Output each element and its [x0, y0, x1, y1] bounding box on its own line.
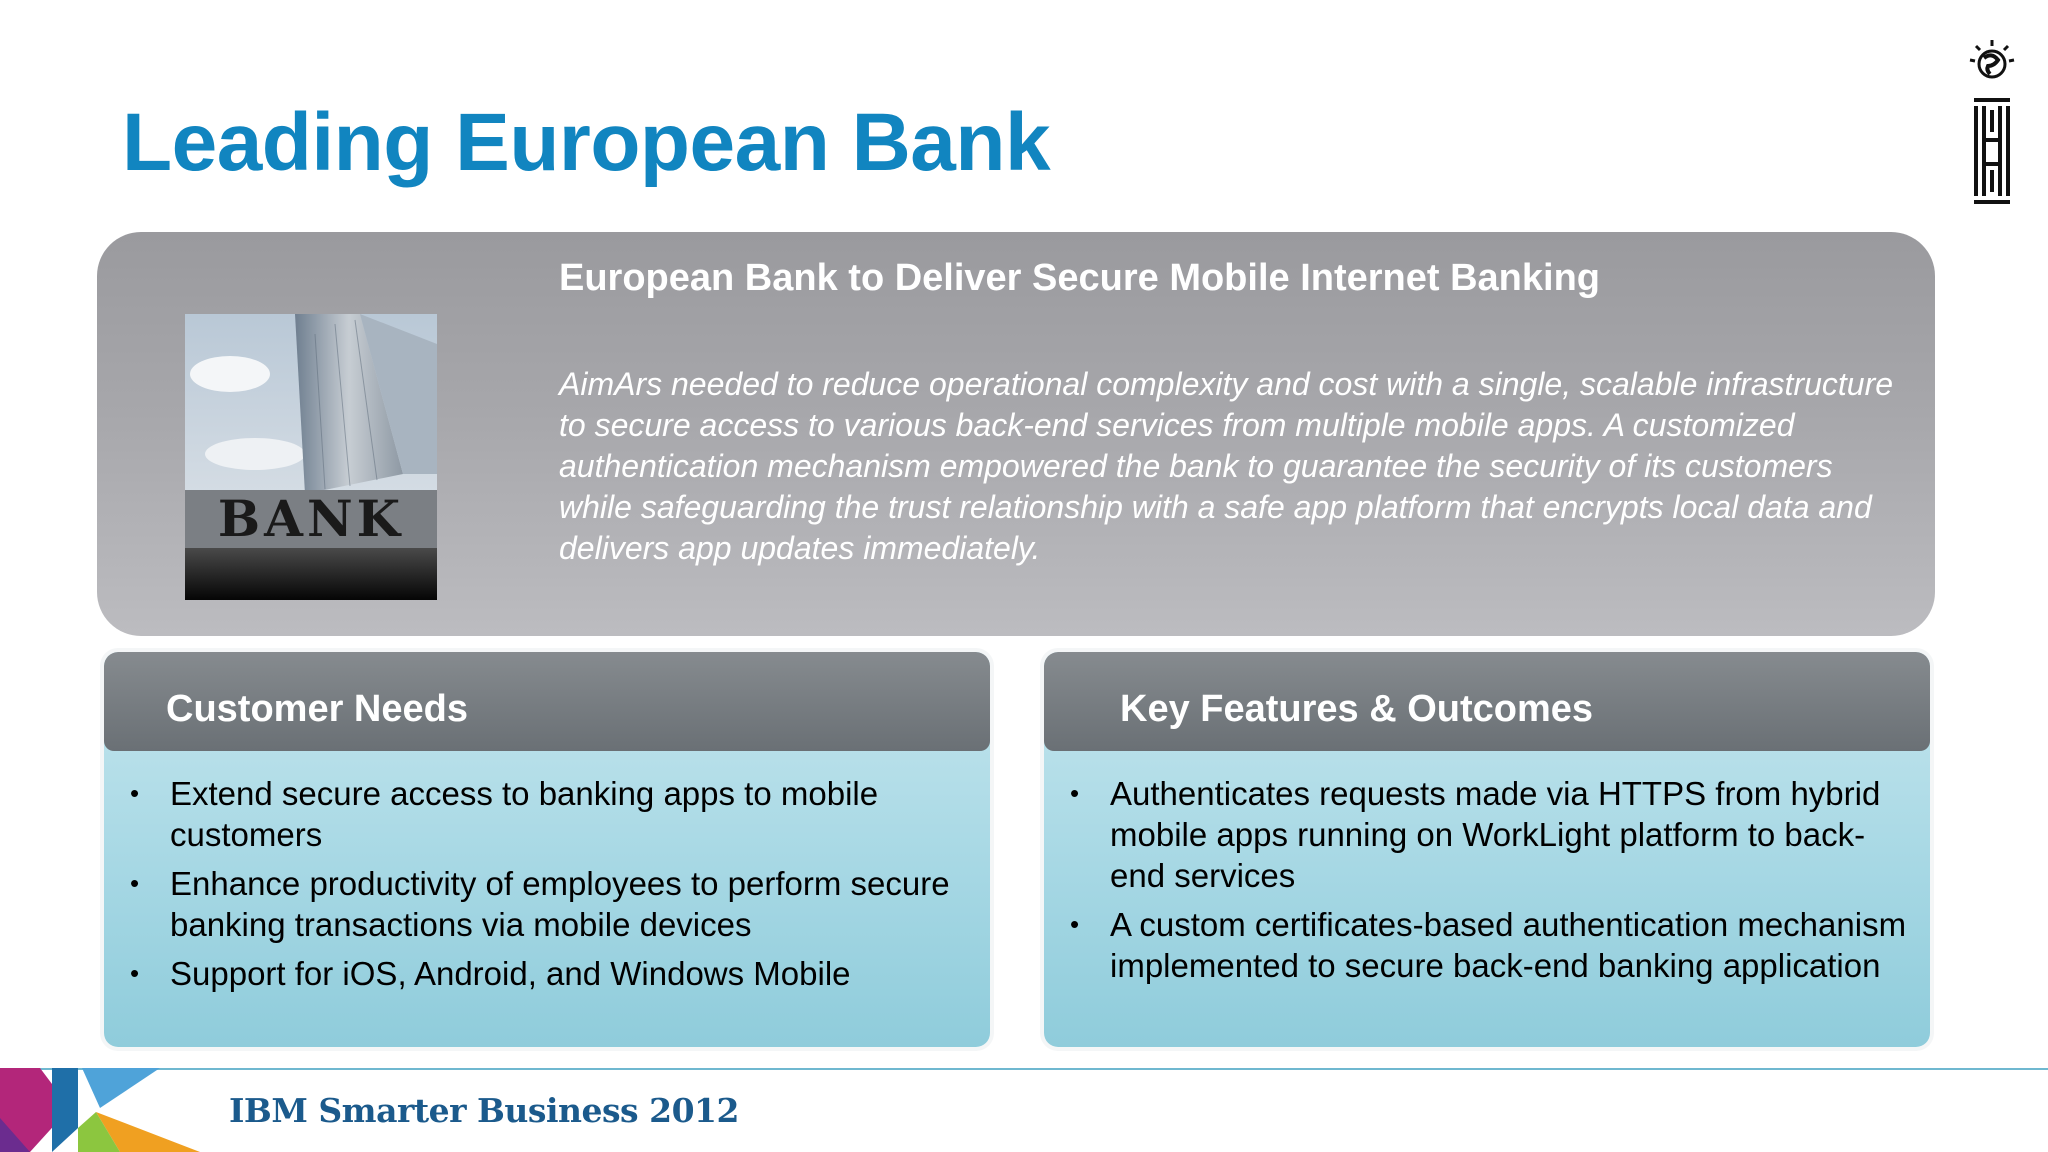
key-features-title: Key Features & Outcomes [1120, 688, 1594, 730]
key-features-list [1044, 751, 1930, 986]
footer-divider [0, 1068, 2048, 1070]
list-item: • Authenticates requests made via HTTPS from hybrid mobile apps running on WorkLight platform to back-end services [1044, 773, 1910, 896]
case-summary-panel [97, 232, 1935, 636]
bank-sign-text: BANK [217, 489, 405, 548]
list-item: • Support for iOS, Android, and Windows Mobile [104, 953, 970, 994]
smarter-business-ribbon-icon [0, 1068, 200, 1152]
customer-needs-title: Customer Needs [166, 688, 468, 730]
case-description: AimArs needed to reduce operational complexity and cost with a single, scalable infrastructure to secure access to various back-end services from multiple mobile apps. A customized authentication mechanism empowered the bank to guarantee the security of its customers while safeguarding the trust relationship with a safe app platform that encrypts local data and delivers app updates immediately. [559, 366, 1894, 566]
ibm-logo-icon [1962, 36, 2022, 208]
key-features-panel [1044, 652, 1930, 1047]
list-item: • A custom certificates-based authentication mechanism implemented to secure back-end banking application [1044, 904, 1910, 986]
globe-icon [1970, 40, 2014, 77]
list-item: • Extend secure access to banking apps to mobile customers [104, 773, 970, 855]
bank-building-photo [185, 314, 437, 600]
customer-needs-panel [104, 652, 990, 1047]
list-item: • Enhance productivity of employees to perform secure banking transactions via mobile devices [104, 863, 970, 945]
customer-needs-header [104, 652, 990, 751]
slide-title: Leading European Bank [122, 97, 1051, 188]
key-features-header [1044, 652, 1930, 751]
footer-brand: IBM Smarter Business 2012 [229, 1091, 739, 1130]
case-heading: European Bank to Deliver Secure Mobile Internet Banking [559, 257, 1601, 299]
customer-needs-list [104, 751, 990, 994]
